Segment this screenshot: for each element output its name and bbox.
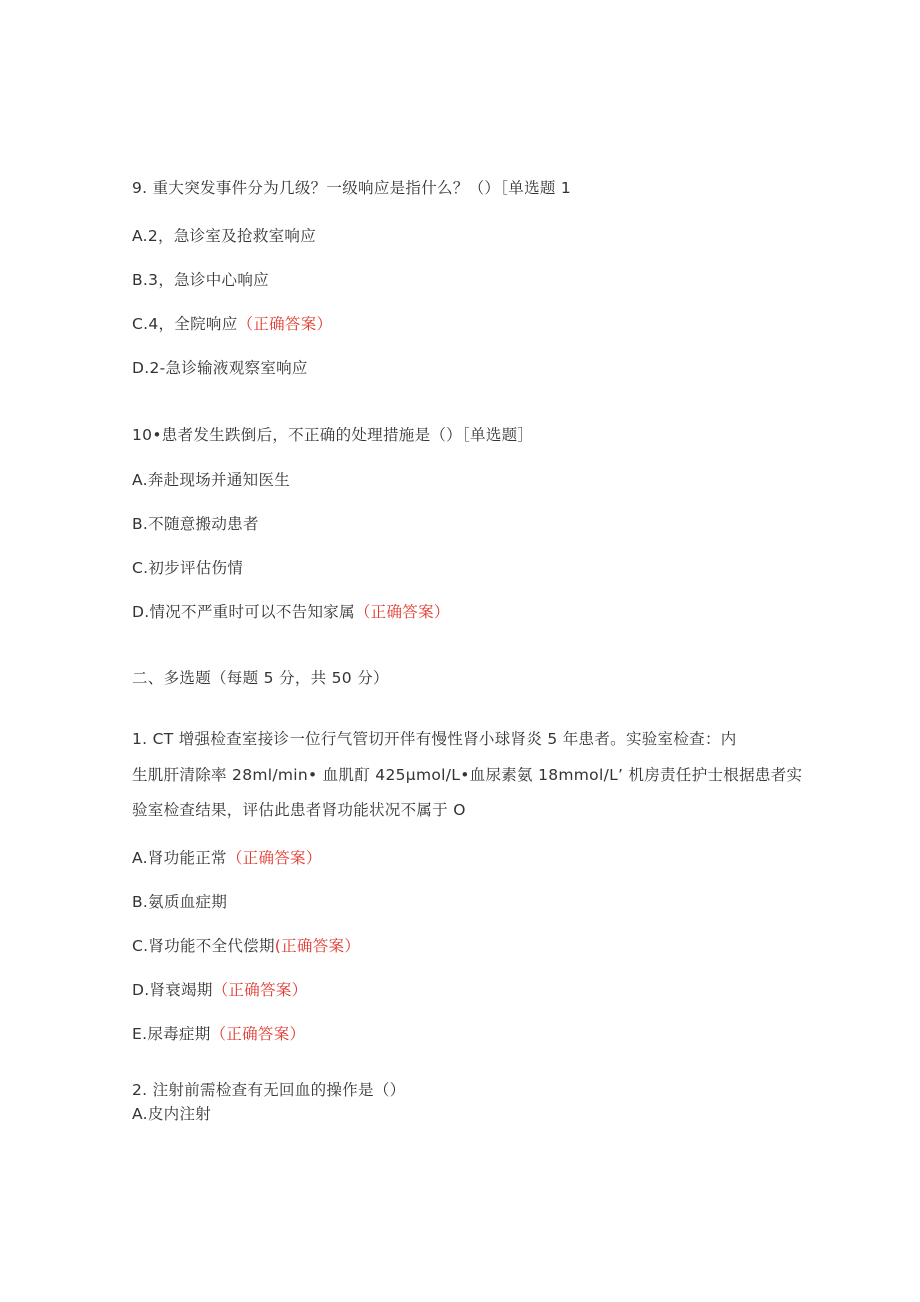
option-text: D.2-急诊输液观察室响应 bbox=[132, 359, 308, 377]
correct-answer-mark: （正确答案） bbox=[210, 1025, 306, 1043]
mq1-option-e bbox=[132, 1024, 305, 1044]
mq1-option-b bbox=[132, 892, 227, 912]
mq1-stem-line-3: 验室检查结果，评估此患者肾功能状况不属于 O bbox=[132, 801, 466, 819]
option-text: A.奔赴现场并通知医生 bbox=[132, 471, 291, 489]
section-title: 二、多选题（每题 5 分，共 50 分） bbox=[132, 669, 389, 687]
question-10-option-c bbox=[132, 558, 243, 578]
mq1-option-d bbox=[132, 980, 307, 1000]
option-text: B.3，急诊中心响应 bbox=[132, 271, 269, 289]
option-text: A.肾功能正常 bbox=[132, 849, 227, 867]
mq1-option-a bbox=[132, 848, 322, 868]
correct-answer-mark: （正确答案） bbox=[237, 315, 333, 333]
option-text: C.4，全院响应 bbox=[132, 315, 238, 333]
correct-answer-mark: （正确答案） bbox=[212, 981, 308, 999]
question-10-stem: 10•患者发生跌倒后，不正确的处理措施是（）［单选题］ bbox=[132, 426, 534, 444]
mq1-option-c bbox=[132, 936, 360, 956]
option-text: B.不随意搬动患者 bbox=[132, 515, 259, 533]
question-9-option-c bbox=[132, 314, 332, 334]
question-10-option-b bbox=[132, 514, 259, 534]
option-text: E.尿毒症期 bbox=[132, 1025, 211, 1043]
question-10-option-a bbox=[132, 470, 290, 490]
correct-answer-mark: （正确答案） bbox=[354, 603, 450, 621]
question-9-stem: 9. 重大突发事件分为几级？一级响应是指什么？（）［单选题 1 bbox=[132, 179, 572, 197]
option-text: A.皮内注射 bbox=[132, 1105, 212, 1123]
mq2-stem: 2. 注射前需检查有无回血的操作是（） bbox=[132, 1081, 406, 1099]
option-text: C.初步评估伤情 bbox=[132, 559, 244, 577]
option-text: C.肾功能不全代偿期 bbox=[132, 937, 275, 955]
option-text: A.2，急诊室及抢救室响应 bbox=[132, 227, 317, 245]
question-10-option-d bbox=[132, 602, 450, 622]
option-text: B.氨质血症期 bbox=[132, 893, 228, 911]
mq1-stem-line-2: 生肌肝清除率 28ml/min• 血肌酊 425μmol/L•血尿素氨 18mmol/L’ 机房责任护士根据患者实 bbox=[132, 766, 803, 784]
question-9-option-b bbox=[132, 270, 269, 290]
correct-answer-mark: (正确答案） bbox=[274, 937, 361, 955]
question-9-option-d bbox=[132, 358, 308, 378]
correct-answer-mark: （正确答案） bbox=[226, 849, 322, 867]
option-text: D.情况不严重时可以不告知家属 bbox=[132, 603, 355, 621]
option-text: D.肾衰竭期 bbox=[132, 981, 213, 999]
question-9-option-a bbox=[132, 226, 316, 246]
mq2-option-a bbox=[132, 1104, 211, 1124]
mq1-stem-line-1: 1. CT 增强检查室接诊一位行气管切开伴有慢性肾小球肾炎 5 年患者。实验室检查：内 bbox=[132, 730, 737, 748]
